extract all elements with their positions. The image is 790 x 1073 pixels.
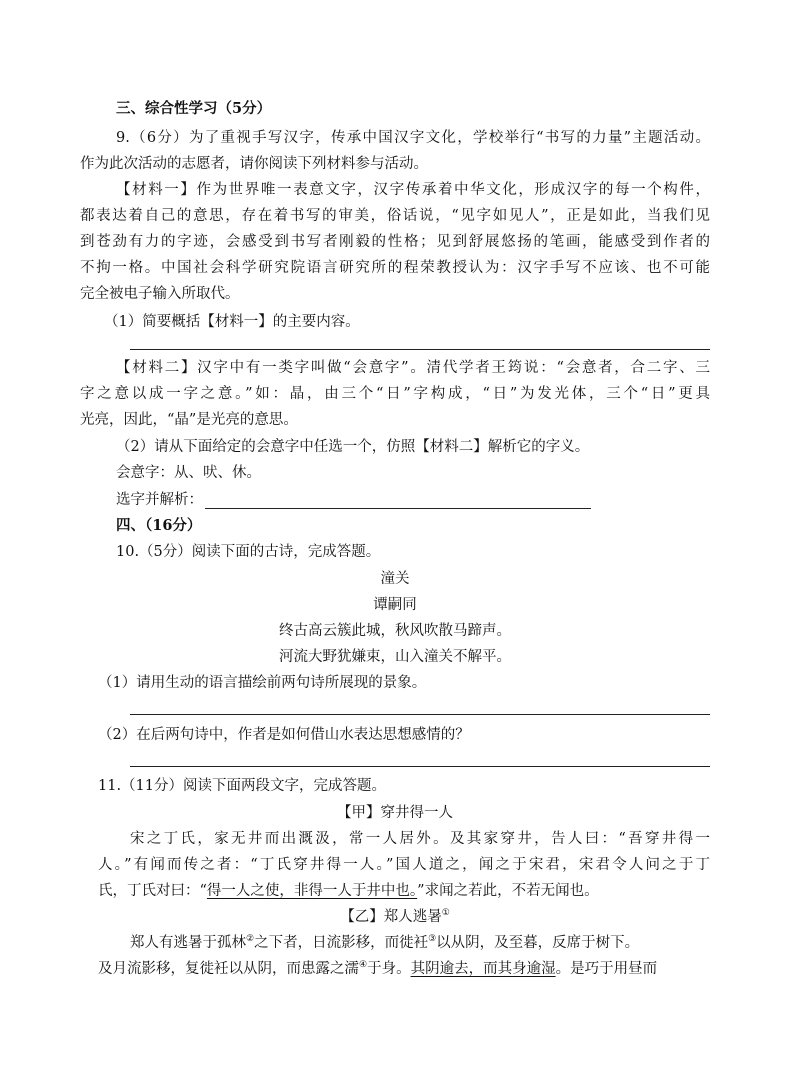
yi-footnote-1: ① <box>441 908 450 919</box>
yi-line2-a: 及月流影移，复徙衽以从阴，而患露之濡 <box>98 961 359 977</box>
material1-line3: 到苍劲有力的字迹，会感受到书写者刚毅的性格；见到舒展悠扬的笔画，能感受到作者的 <box>80 234 710 250</box>
material1-line4: 不拘一格。中国社会科学研究院语言研究所的程荣教授认为：汉字手写不应该、也不可能 <box>80 260 710 276</box>
material1-line2: 都表达着自己的意思，存在着书写的审美，俗话说，“见字如见人”，正是如此，当我们见 <box>80 208 710 224</box>
q9-sub1: （1）简要概括【材料一】的主要内容。 <box>104 314 360 330</box>
q9-answer-label: 选字并解析： <box>116 492 203 508</box>
q9-intro-line1: 9.（6分）为了重视手写汉字，传承中国汉字文化，学校举行“书写的力量”主题活动。 <box>116 130 710 146</box>
yi-line2-b: 于身。 <box>367 961 411 977</box>
jia-line3-b: ”求闻之若此，不若无闻也。 <box>417 883 599 899</box>
material2-line1: 【材料二】汉字中有一类字叫做“会意字”。清代学者王筠说：“会意者，合二字、三 <box>116 360 710 376</box>
poem-author: 谭嗣同 <box>373 597 417 613</box>
q10-intro: 10.（5分）阅读下面的古诗，完成答题。 <box>116 544 381 560</box>
yi-footnote-4: ④ <box>359 960 368 971</box>
material2-line3: 光亮，因此，“晶”是光亮的意思。 <box>80 412 298 428</box>
q10-sub2: （2）在后两句诗中，作者是如何借山水表达思想感情的？ <box>98 727 470 743</box>
yi-line2 <box>98 959 710 979</box>
poem-line1: 终古高云簇此城，秋风吹散马蹄声。 <box>279 623 511 639</box>
jia-title: 【甲】穿井得一人 <box>337 805 453 821</box>
q10-sub2-answer-line[interactable] <box>130 766 710 767</box>
section4-heading: 四、（16分） <box>116 517 202 534</box>
q9-sub2: （2）请从下面给定的会意字中任选一个，仿照【材料二】解析它的字义。 <box>116 439 590 455</box>
q9-sub2-answer-line[interactable] <box>205 508 591 509</box>
poem-title: 潼关 <box>380 571 410 587</box>
yi-line1-c: 以从阴，及至暮，反席于树下。 <box>436 935 640 951</box>
yi-line2-c: 。是巧于用昼而 <box>555 961 658 977</box>
yi-line2-underlined: 其阴逾去，而其身逾湿 <box>410 961 556 977</box>
yi-line1-b: 之下者，日流影移，而徙衽 <box>254 935 429 951</box>
yi-line1 <box>130 933 710 953</box>
jia-line3-a: 氏，丁氏对曰：“ <box>98 883 207 899</box>
poem-line2: 河流大野犹嫌束，山入潼关不解平。 <box>279 649 511 665</box>
material1-line1: 【材料一】作为世界唯一表意文字，汉字传承着中华文化，形成汉字的每一个构件， <box>116 182 710 198</box>
q9-intro-line2: 作为此次活动的志愿者，请你阅读下列材料参与活动。 <box>80 156 428 172</box>
yi-title: 【乙】郑人逃暑 <box>340 909 442 925</box>
q9-sub1-answer-line[interactable] <box>130 349 710 350</box>
jia-line3-underlined: 得一人之使，非得一人于井中也。 <box>206 883 418 899</box>
jia-line3 <box>98 881 599 901</box>
yi-line1-a: 郑人有逃暑于孤林 <box>130 935 246 951</box>
yi-title-row <box>80 907 710 927</box>
jia-line2: 人。”有闻而传之者：“丁氏穿井得一人。”国人道之，闻之于宋君，宋君令人问之于丁 <box>98 857 710 873</box>
yi-footnote-3: ③ <box>428 934 437 945</box>
material2-line2: 字之意以成一字之意。”如：晶，由三个“日”字构成，“日”为发光体，三个“日”更具 <box>80 386 710 402</box>
q9-chars: 会意字：从、吠、休。 <box>116 465 261 481</box>
section3-heading: 三、综合性学习（5分） <box>116 100 272 117</box>
yi-footnote-2: ② <box>246 934 255 945</box>
q10-sub1: （1）请用生动的语言描绘前两句诗所展现的景象。 <box>98 675 427 691</box>
q11-intro: 11.（11分）阅读下面两段文字，完成答题。 <box>98 778 387 794</box>
q10-sub1-answer-line[interactable] <box>130 714 710 715</box>
jia-line1: 宋之丁氏，家无井而出溉汲，常一人居外。及其家穿井，告人曰：“吾穿井得一 <box>130 831 710 847</box>
material1-line5: 完全被电子输入所取代。 <box>80 286 240 302</box>
